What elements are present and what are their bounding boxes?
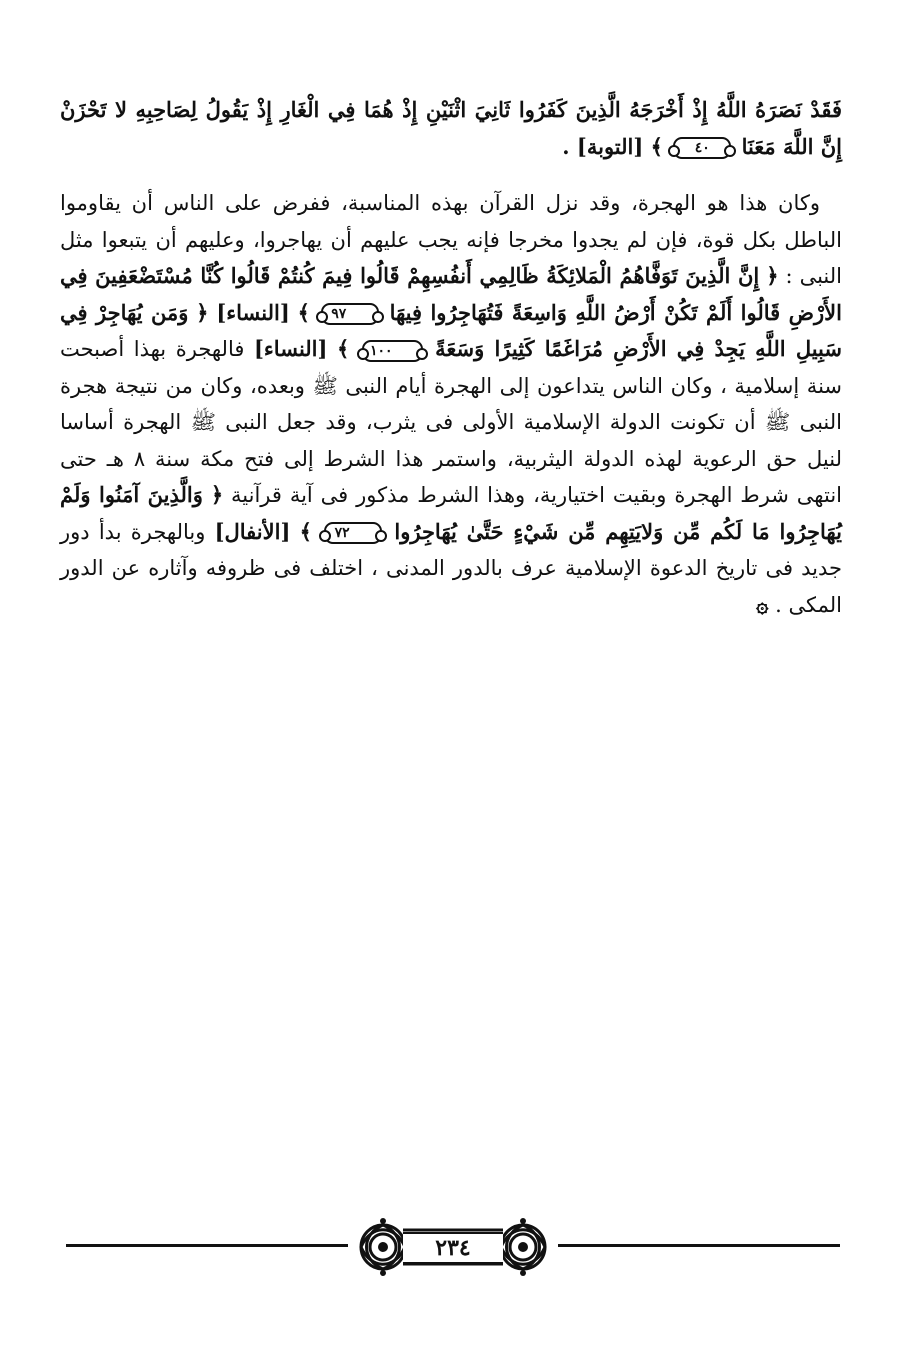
paragraph-text-hijra: فالهجرة بهذا أصبحت سنة إسلامية ، وكان الناس يتداعون إلى الهجرة أيام النبى ﷺ وبعده، وكان من نتيجة هجرة النبى ﷺ أن تكونت الدولة الإسلامية الأولى فى يثرب، وقد جعل النبى ﷺ الهجرة أساسا لنيل حق الرعوية لهذه الدولة اليثربية، واستمر هذا الشرط إلى فتح مكة سنة ٨ هـ حتى انتهى شرط الهجرة وبقيت اختيارية، وهذا الشرط مذكور فى آية قرآنية [60,337,842,507]
quote-close-bracket: ﴾ [299,518,312,544]
verse-text-nisa-100: وَمَن يُهَاجِرْ فِي سَبِيلِ اللَّهِ يَجِدْ فِي الأَرْضِ مُرَاغَمًا كَثِيرًا وَسَعَةً [60,299,842,361]
surah-reference: [النساء] [254,336,328,361]
ayah-number-marker: ٤٠ [673,137,731,159]
page-number: ٢٣٤ [403,1232,503,1264]
ayah-number-marker: ٧٢ [324,522,382,544]
paragraph-text-conclusion: وبالهجرة بدأ دور جديد فى تاريخ الدعوة الإسلامية عرف بالدور المدنى ، اختلف فى ظروفه وآثاره عن الدور المكى . [60,519,842,617]
paragraph-text-intro: وكان هذا هو الهجرة، وقد نزل القرآن بهذه المناسبة، ففرض على الناس أن يقاوموا الباطل بكل قوة، فإن لم يجدوا مخرجا فإنه يجب عليهم أن يهاجروا، وعليهم أن يتبعوا مثل النبى : [60,191,842,288]
quote-close-bracket: ﴾ [337,336,350,361]
footer-rule-right [558,1244,840,1247]
quote-open-bracket: ﴿ [210,482,224,507]
ayah-number-marker: ٩٧ [321,303,379,325]
ayah-number-marker: ١٠٠ [362,340,423,362]
verse-text-nisa-97: إِنَّ الَّذِينَ تَوَفَّاهُمُ الْمَلائِكَةُ ظَالِمِي أَنفُسِهِمْ قَالُوا فِيمَ كُنتُمْ قَالُوا كُنَّا مُسْتَضْعَفِينَ فِي الأَرْضِ قَالُوا أَلَمْ تَكُنْ أَرْضُ اللَّهِ وَاسِعَةً فَتُهَاجِرُوا فِيهَا [60,263,842,325]
verse-text-tawba: فَقَدْ نَصَرَهُ اللَّهُ إِذْ أَخْرَجَهُ الَّذِينَ كَفَرُوا ثَانِيَ اثْنَيْنِ إِذْ هُمَا فِي الْغَارِ إِذْ يَقُولُ لِصَاحِبِهِ لا تَحْزَنْ إِنَّ اللَّهَ مَعَنَا [60,97,842,159]
end-mark-icon: ۞ [756,591,769,617]
verse-text-anfal-72: وَالَّذِينَ آمَنُوا وَلَمْ يُهَاجِرُوا مَا لَكُم مِّن وَلايَتِهِم مِّن شَيْءٍ حَتَّىٰ يُهَاجِرُوا [60,482,842,544]
page-footer [66,1212,840,1282]
page-body [60,92,842,623]
verse-block [60,92,842,165]
quote-close-bracket: ﴾ [297,299,310,325]
footer-rule-left [66,1244,348,1247]
quote-open-bracket: ﴿ [766,263,779,288]
quote-close-bracket: ﴾ [650,133,663,159]
main-paragraph [60,185,842,623]
quote-open-bracket: ﴿ [196,299,209,325]
surah-reference: [التوبة] [576,133,644,159]
verse-end-dot: . [562,133,570,159]
surah-reference: [النساء] [216,299,290,325]
surah-reference: [الأنفال] [214,518,291,544]
